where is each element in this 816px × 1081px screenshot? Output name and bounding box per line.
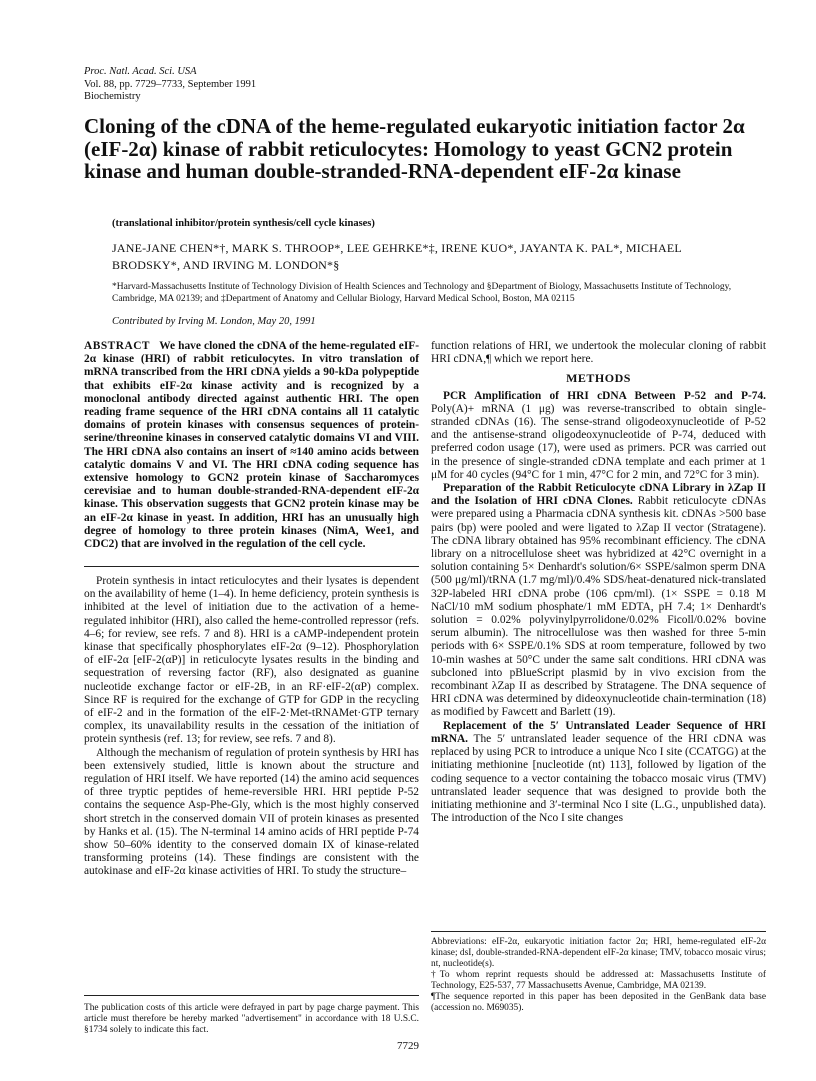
publication-divider: [84, 995, 419, 996]
methods-subheading: PCR Amplification of HRI cDNA Between P-52 and P-74.: [443, 389, 766, 402]
journal-name: Proc. Natl. Acad. Sci. USA: [84, 66, 197, 77]
contributed-by: Contributed by Irving M. London, May 20, 1991: [112, 316, 316, 327]
methods-paragraph: [431, 390, 766, 482]
page-number: 7729: [397, 1040, 419, 1052]
footnote-divider: [431, 931, 766, 932]
genbank-note: ¶The sequence reported in this paper has been deposited in the GenBank data base (accession no. M69035).: [431, 992, 766, 1013]
methods-heading: METHODS: [566, 371, 631, 386]
methods-subheading: Preparation of the Rabbit Reticulocyte cDNA Library in λZap II and the Isolation of HRI cDNA Clones.: [431, 482, 766, 508]
methods-paragraph: [431, 720, 766, 826]
methods-text: Poly(A)+ mRNA (1 μg) was reverse-transcribed to obtain single-stranded cDNAs (16). The sense-strand oligodeoxynucleotide of P-52 and the antisense-strand oligodeoxynucleotide of P-74, deduced with preferred codon usage (17), were used as primers. PCR was carried out in the presence of single-stranded cDNA template and each primer at 1 μM for 40 cycles (94°C for 1 min, 47°C for 2 min, and 72°C for 3 min).: [431, 402, 766, 481]
journal-header: [84, 66, 256, 104]
reprint-note: †To whom reprint requests should be addressed at: Massachusetts Institute of Technology, E25-537, 77 Massachusetts Avenue, Cambridge, MA 02139.: [431, 970, 766, 991]
abstract-text: We have cloned the cDNA of the heme-regulated eIF-2α kinase (HRI) of rabbit reticulocytes. In vitro translation of mRNA transcribed from the HRI cDNA yields a 90-kDa polypeptide that exhibits eIF-2α kinase activity and is recognized by a monoclonal antibody directed against authentic HRI. The open reading frame sequence of the HRI cDNA contains all 11 catalytic domains of protein kinases with consensus sequences of protein-serine/threonine kinases in conserved catalytic domains VI and VIII. The HRI cDNA also contains an insert of ≈140 amino acids between catalytic domains V and VI. The HRI cDNA coding sequence has extensive homology to GCN2 protein kinase of Saccharomyces cerevisiae and to human double-stranded-RNA-dependent eIF-2α kinase. This observation suggests that GCN2 protein kinase may be an eIF-2α kinase in yeast. In addition, HRI has an unusually high degree of homology to three protein kinases (NimA, Wee1, and CDC2) that are involved in the regulation of the cell cycle.: [84, 340, 420, 551]
methods-text: Rabbit reticulocyte cDNAs were prepared using a Pharmacia cDNA synthesis kit. cDNAs >500 base pairs (bp) were pooled and were ligated to λZap II vector (Stratagene). The cDNA library obtained has 95% recombinant efficiency. The cDNA library on a nitrocellulose sheet was hybridized at 42°C overnight in a solution containing 5× Denhardt's solution/6× SSPE/salmon sperm DNA (500 μg/ml)/tRNA (1.7 mg/ml)/0.4% SDS/heat-denatured nick-translated 32P-labeled HRI cDNA probe (106 cpm/ml). (1× SSPE = 0.18 M NaCl/10 mM sodium phosphate/1 mM EDTA, pH 7.4; 1× Denhardt's solution = 0.02% polyvinylpyrrolidone/0.02% Ficoll/0.02% bovine serum albumin). The nitrocellulose was then washed for three 5-min periods with 6× SSPE/0.1% SDS at room temperature, followed by two 10-min washes at 50°C under the same salt conditions. HRI cDNA was subcloned into pBlueScript plasmid by in vivo excision from the recombinant λZap II as described by Stratagene. The DNA sequence of HRI cDNA was determined by dideoxynucleotide chain-termination (18) as modified by Fawcett and Barlett (19).: [431, 495, 766, 719]
author-list: JANE-JANE CHEN*†, MARK S. THROOP*, LEE GEHRKE*‡, IRENE KUO*, JAYANTA K. PAL*, MICHAEL BRODSKY*, AND IRVING M. LONDON*§: [112, 241, 682, 272]
footnotes: [431, 937, 766, 1014]
abstract-divider: [84, 566, 419, 567]
intro-paragraph: Although the mechanism of regulation of protein synthesis by HRI has been extensively studied, little is known about the structure and regulation of HRI itself. We have reported (14) the amino acid sequences of three tryptic peptides of heme-reversible HRI. HRI peptide P-52 contains the sequence Asp-Phe-Gly, which is the most highly conserved short stretch in the conserved domain VII of protein kinases as presented by Hanks et al. (15). The N-terminal 14 amino acids of HRI peptide P-74 show 50–60% identity to the conserved domain IX of kinase-related transforming proteins (14). These findings are consistent with the autokinase and eIF-2α kinase activities of HRI. To study the structure–: [84, 746, 419, 878]
abstract-label: ABSTRACT: [84, 340, 151, 352]
methods-paragraph: [431, 482, 766, 720]
affiliations: *Harvard-Massachusetts Institute of Technology Division of Health Sciences and Technology and §Department of Biology, Massachusetts Institute of Technology, Cambridge, MA 02139; and ‡Department of Anatomy and Cellular Biology, Harvard Medical School, Boston, MA 02115: [112, 282, 732, 304]
article-title: Cloning of the cDNA of the heme-regulated eukaryotic initiation factor 2α (eIF-2α) kinase of rabbit reticulocytes: Homology to yeast GCN2 protein kinase and human double-stranded-RNA-dependent eIF-2α kinase: [84, 114, 745, 183]
section-name: Biochemistry: [84, 91, 141, 102]
volume-line: Vol. 88, pp. 7729–7733, September 1991: [84, 78, 257, 90]
keywords: (translational inhibitor/protein synthesis/cell cycle kinases): [112, 218, 375, 229]
methods-text: The 5′ untranslated leader sequence of the HRI cDNA was replaced by using PCR to introduce a unique Nco I site (CCATGG) at the initiating methionine [nucleotide (nt) 113], followed by ligation of the coding sequence to a vector containing the tobacco mosaic virus (TMV) untranslated leader sequence that was designed to provide both the initiating methionine and 3′-terminal Nco I site (L.G., unpublished data). The introduction of the Nco I site changes: [431, 732, 767, 825]
methods-subheading: Replacement of the 5′ Untranslated Leader Sequence of HRI mRNA.: [431, 719, 766, 745]
intro-continuation: function relations of HRI, we undertook the molecular cloning of rabbit HRI cDNA,¶ which we report here.: [431, 340, 766, 366]
right-column: [431, 340, 766, 825]
abbreviations-note: Abbreviations: eIF-2α, eukaryotic initiation factor 2α; HRI, heme-regulated eIF-2α kinase; dsI, double-stranded-RNA-dependent eIF-2α kinase; TMV, tobacco mosaic virus; nt, nucleotide(s).: [431, 937, 766, 969]
publication-note: The publication costs of this article were defrayed in part by page charge payment. This article must therefore be hereby marked "advertisement" in accordance with 18 U.S.C. §1734 solely to indicate this fact.: [84, 1003, 419, 1035]
intro-paragraph: Protein synthesis in intact reticulocytes and their lysates is dependent on the availability of heme (1–4). In heme deficiency, protein synthesis is inhibited at the level of initiation due to the activation of a heme-regulated inhibitor (HRI), also called the heme-controlled repressor (refs. 4–6; for review, see refs. 7 and 8). HRI is a cAMP-independent protein kinase that specifically phosphorylates eIF-2α (9–12). Phosphorylation of eIF-2α [eIF-2(αP)] in reticulocyte lysates results in the binding and sequestration of reversing factor (RF), also designated as guanine nucleotide exchange factor or eIF-2B, in an RF·eIF-2(αP) complex. Since RF is required for the exchange of GTP for GDP in the recycling of eIF-2 and in the formation of the eIF-2·Met-tRNAMet·GTP ternary complex, its unavailability results in the cessation of the initiation of protein synthesis (ref. 13; for review, see refs. 7 and 8).: [84, 575, 419, 746]
introduction: [84, 575, 419, 879]
abstract: [84, 340, 419, 551]
